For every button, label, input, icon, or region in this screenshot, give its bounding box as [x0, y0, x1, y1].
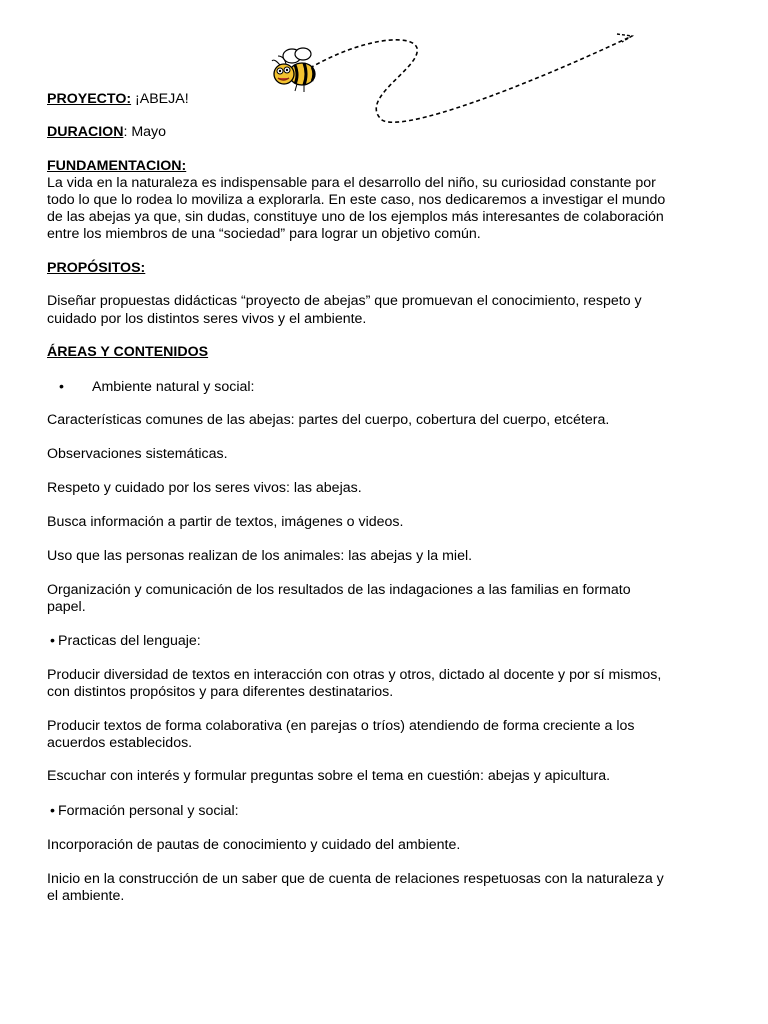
organizacion-line-2: papel. — [47, 599, 86, 615]
ambiente-item-5: Uso que las personas realizan de los animales: las abejas y la miel. — [47, 548, 473, 564]
bullet-dot: • — [50, 803, 55, 819]
project-value: ¡ABEJA! — [131, 91, 189, 107]
lenguaje-3: Escuchar con interés y formular preguntas sobre el tema en cuestión: abejas y apicultura. — [47, 768, 611, 784]
dashed-flight-path — [310, 36, 632, 122]
ambiente-item-1: Características comunes de las abejas: partes del cuerpo, cobertura del cuerpo, etcétera. — [47, 412, 610, 428]
duration-line — [47, 124, 727, 141]
ambiente-item-3: Respeto y cuidado por los seres vivos: las abejas. — [47, 480, 362, 496]
formacion-2-line-2: el ambiente. — [47, 888, 125, 904]
lenguaje-2-line-2: acuerdos establecidos. — [47, 735, 193, 751]
fundamentacion-line-4: entre los miembros de una “sociedad” para lograr un objetivo común. — [47, 226, 481, 242]
duration-value: : Mayo — [123, 124, 167, 140]
fundamentacion-line-1: La vida en la naturaleza es indispensable para el desarrollo del niño, su curiosidad constante por — [47, 175, 656, 191]
ambiente-item-4: Busca información a partir de textos, imágenes o videos. — [47, 514, 404, 530]
formacion-1: Incorporación de pautas de conocimiento y cuidado del ambiente. — [47, 837, 461, 853]
project-label: PROYECTO: — [47, 91, 132, 107]
propositos-heading: PROPÓSITOS: — [47, 260, 146, 276]
bullet-dot: • — [50, 633, 55, 649]
fundamentacion-line-2: todo lo que lo rodea lo moviliza a explorarla. En este caso, nos dedicaremos a investigar el mundo — [47, 192, 666, 208]
fundamentacion-heading: FUNDAMENTACION: — [47, 158, 187, 174]
bee-illustration — [262, 28, 642, 128]
project-line — [47, 91, 727, 108]
propositos-line-2: cuidado por los distintos seres vivos y el ambiente. — [47, 311, 367, 327]
ambiente-item-2: Observaciones sistemáticas. — [47, 446, 228, 462]
lenguaje-2-line-1: Producir textos de forma colaborativa (en parejas o tríos) atendiendo de forma creciente a los — [47, 718, 635, 734]
fundamentacion-line-3: de las abejas ya que, sin dudas, constituye uno de los ejemplos más interesantes de colaboración — [47, 209, 664, 225]
lenguaje-1-line-2: con distintos propósitos y para diferentes destinatarios. — [47, 684, 394, 700]
lenguaje-1-line-1: Producir diversidad de textos en interacción con otras y otros, dictado al docente y por sí mismos, — [47, 667, 662, 683]
formacion-2-line-1: Inicio en la construcción de un saber que de cuenta de relaciones respetuosas con la naturaleza y — [47, 871, 664, 887]
propositos-line-1: Diseñar propuestas didácticas “proyecto de abejas” que promuevan el conocimiento, respeto y — [47, 293, 642, 309]
organizacion-line-1: Organización y comunicación de los resultados de las indagaciones a las familias en formato — [47, 582, 631, 598]
areas-heading: ÁREAS Y CONTENIDOS — [47, 344, 209, 360]
bullet-dot: • — [59, 379, 64, 395]
duration-label: DURACION — [47, 124, 124, 140]
bee-icon — [272, 48, 315, 92]
